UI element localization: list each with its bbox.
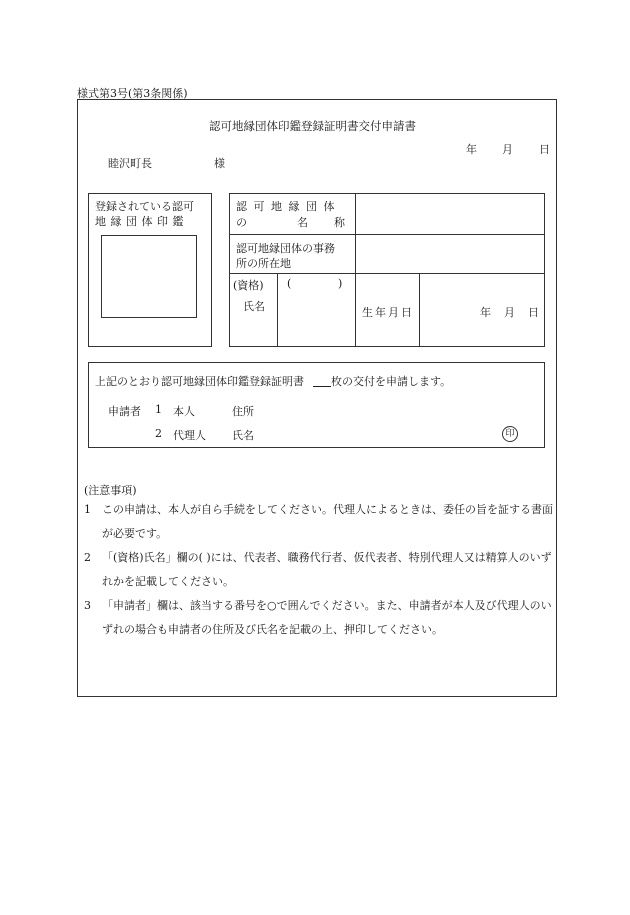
note-item-1	[84, 498, 554, 546]
birthdate-label: 生年月日	[362, 306, 414, 319]
seal-box-label-line2: 地縁団体印鑑	[95, 215, 188, 228]
applicant-option-2-number[interactable]: 2	[155, 427, 162, 440]
applicant-address-label: 住所	[232, 405, 254, 418]
note-item-2	[84, 546, 554, 594]
birthdate-input[interactable]	[421, 276, 477, 344]
seal-impression-area[interactable]	[101, 235, 197, 318]
form-number: 様式第3号(第3条関係)	[77, 87, 188, 100]
request-text-before: 上記のとおり認可地縁団体印鑑登録証明書	[95, 375, 304, 388]
qualification-paren-close: )	[338, 277, 343, 290]
org-name-label-line2a: の	[236, 216, 247, 229]
qualification-paren-open: (	[287, 277, 292, 290]
addressee-name: 睦沢町長	[108, 157, 152, 170]
org-name-input[interactable]	[357, 195, 543, 233]
date-day-label: 日	[539, 143, 550, 156]
name-input[interactable]	[280, 294, 353, 344]
qualification-input[interactable]	[293, 276, 335, 292]
applicant-address-input[interactable]	[262, 401, 532, 417]
info-table-row-divider-1	[229, 234, 545, 235]
qualification-label: (資格)	[233, 279, 264, 292]
note-text: 「申請者」欄は、該当する番号を○で囲んでください。また、申請者が本人及び代理人のいずれの場合も申請者の住所及び氏名を記載の上、押印してください。	[102, 599, 552, 636]
date-year-label: 年	[466, 143, 477, 156]
info-table-qualification-divider	[277, 273, 278, 347]
note-number: 3	[84, 599, 91, 612]
org-name-label-line1: 認可地縁団体	[236, 200, 341, 213]
addressee-honorific: 様	[214, 157, 225, 170]
note-number: 1	[84, 503, 91, 516]
name-label: 氏名	[243, 300, 265, 313]
form-title: 認可地縁団体印鑑登録証明書交付申請書	[209, 119, 416, 133]
org-name-label-line2b: 名称	[297, 216, 371, 229]
note-text: 「(資格)氏名」欄の( )には、代表者、職務代行者、仮代表者、特別代理人又は精算人のいずれかを記載してください。	[102, 551, 552, 588]
date-month-label: 月	[502, 143, 513, 156]
address-label-line1: 認可地縁団体の事務	[236, 242, 335, 255]
address-label-line2: 所の所在地	[236, 257, 291, 270]
birth-year-label: 年	[480, 306, 491, 319]
note-text: この申請は、本人が自ら手続をしてください。代理人によるときは、委任の旨を証する書面が必要です。	[102, 503, 553, 540]
seal-mark-icon: 印	[502, 426, 518, 442]
note-item-3	[84, 594, 554, 642]
birth-day-label: 日	[528, 306, 539, 319]
copies-count-input[interactable]	[313, 373, 331, 387]
info-table-label-divider	[355, 193, 356, 273]
applicant-option-2-label: 代理人	[173, 429, 206, 442]
notes-heading: (注意事項)	[84, 484, 137, 497]
applicant-name-input[interactable]	[262, 425, 496, 441]
applicant-label: 申請者	[108, 405, 141, 418]
address-input[interactable]	[357, 236, 543, 272]
note-number: 2	[84, 551, 91, 564]
applicant-option-1-number[interactable]: 1	[155, 403, 162, 416]
applicant-option-1-label: 本人	[173, 405, 195, 418]
request-text-after: 枚の交付を申請します。	[331, 375, 452, 388]
info-table-birthdate-right-divider	[419, 273, 420, 347]
birth-month-label: 月	[504, 306, 515, 319]
info-table-birthdate-left-divider	[355, 273, 356, 347]
applicant-name-label: 氏名	[232, 429, 254, 442]
seal-box-label-line1: 登録されている認可	[95, 200, 194, 213]
